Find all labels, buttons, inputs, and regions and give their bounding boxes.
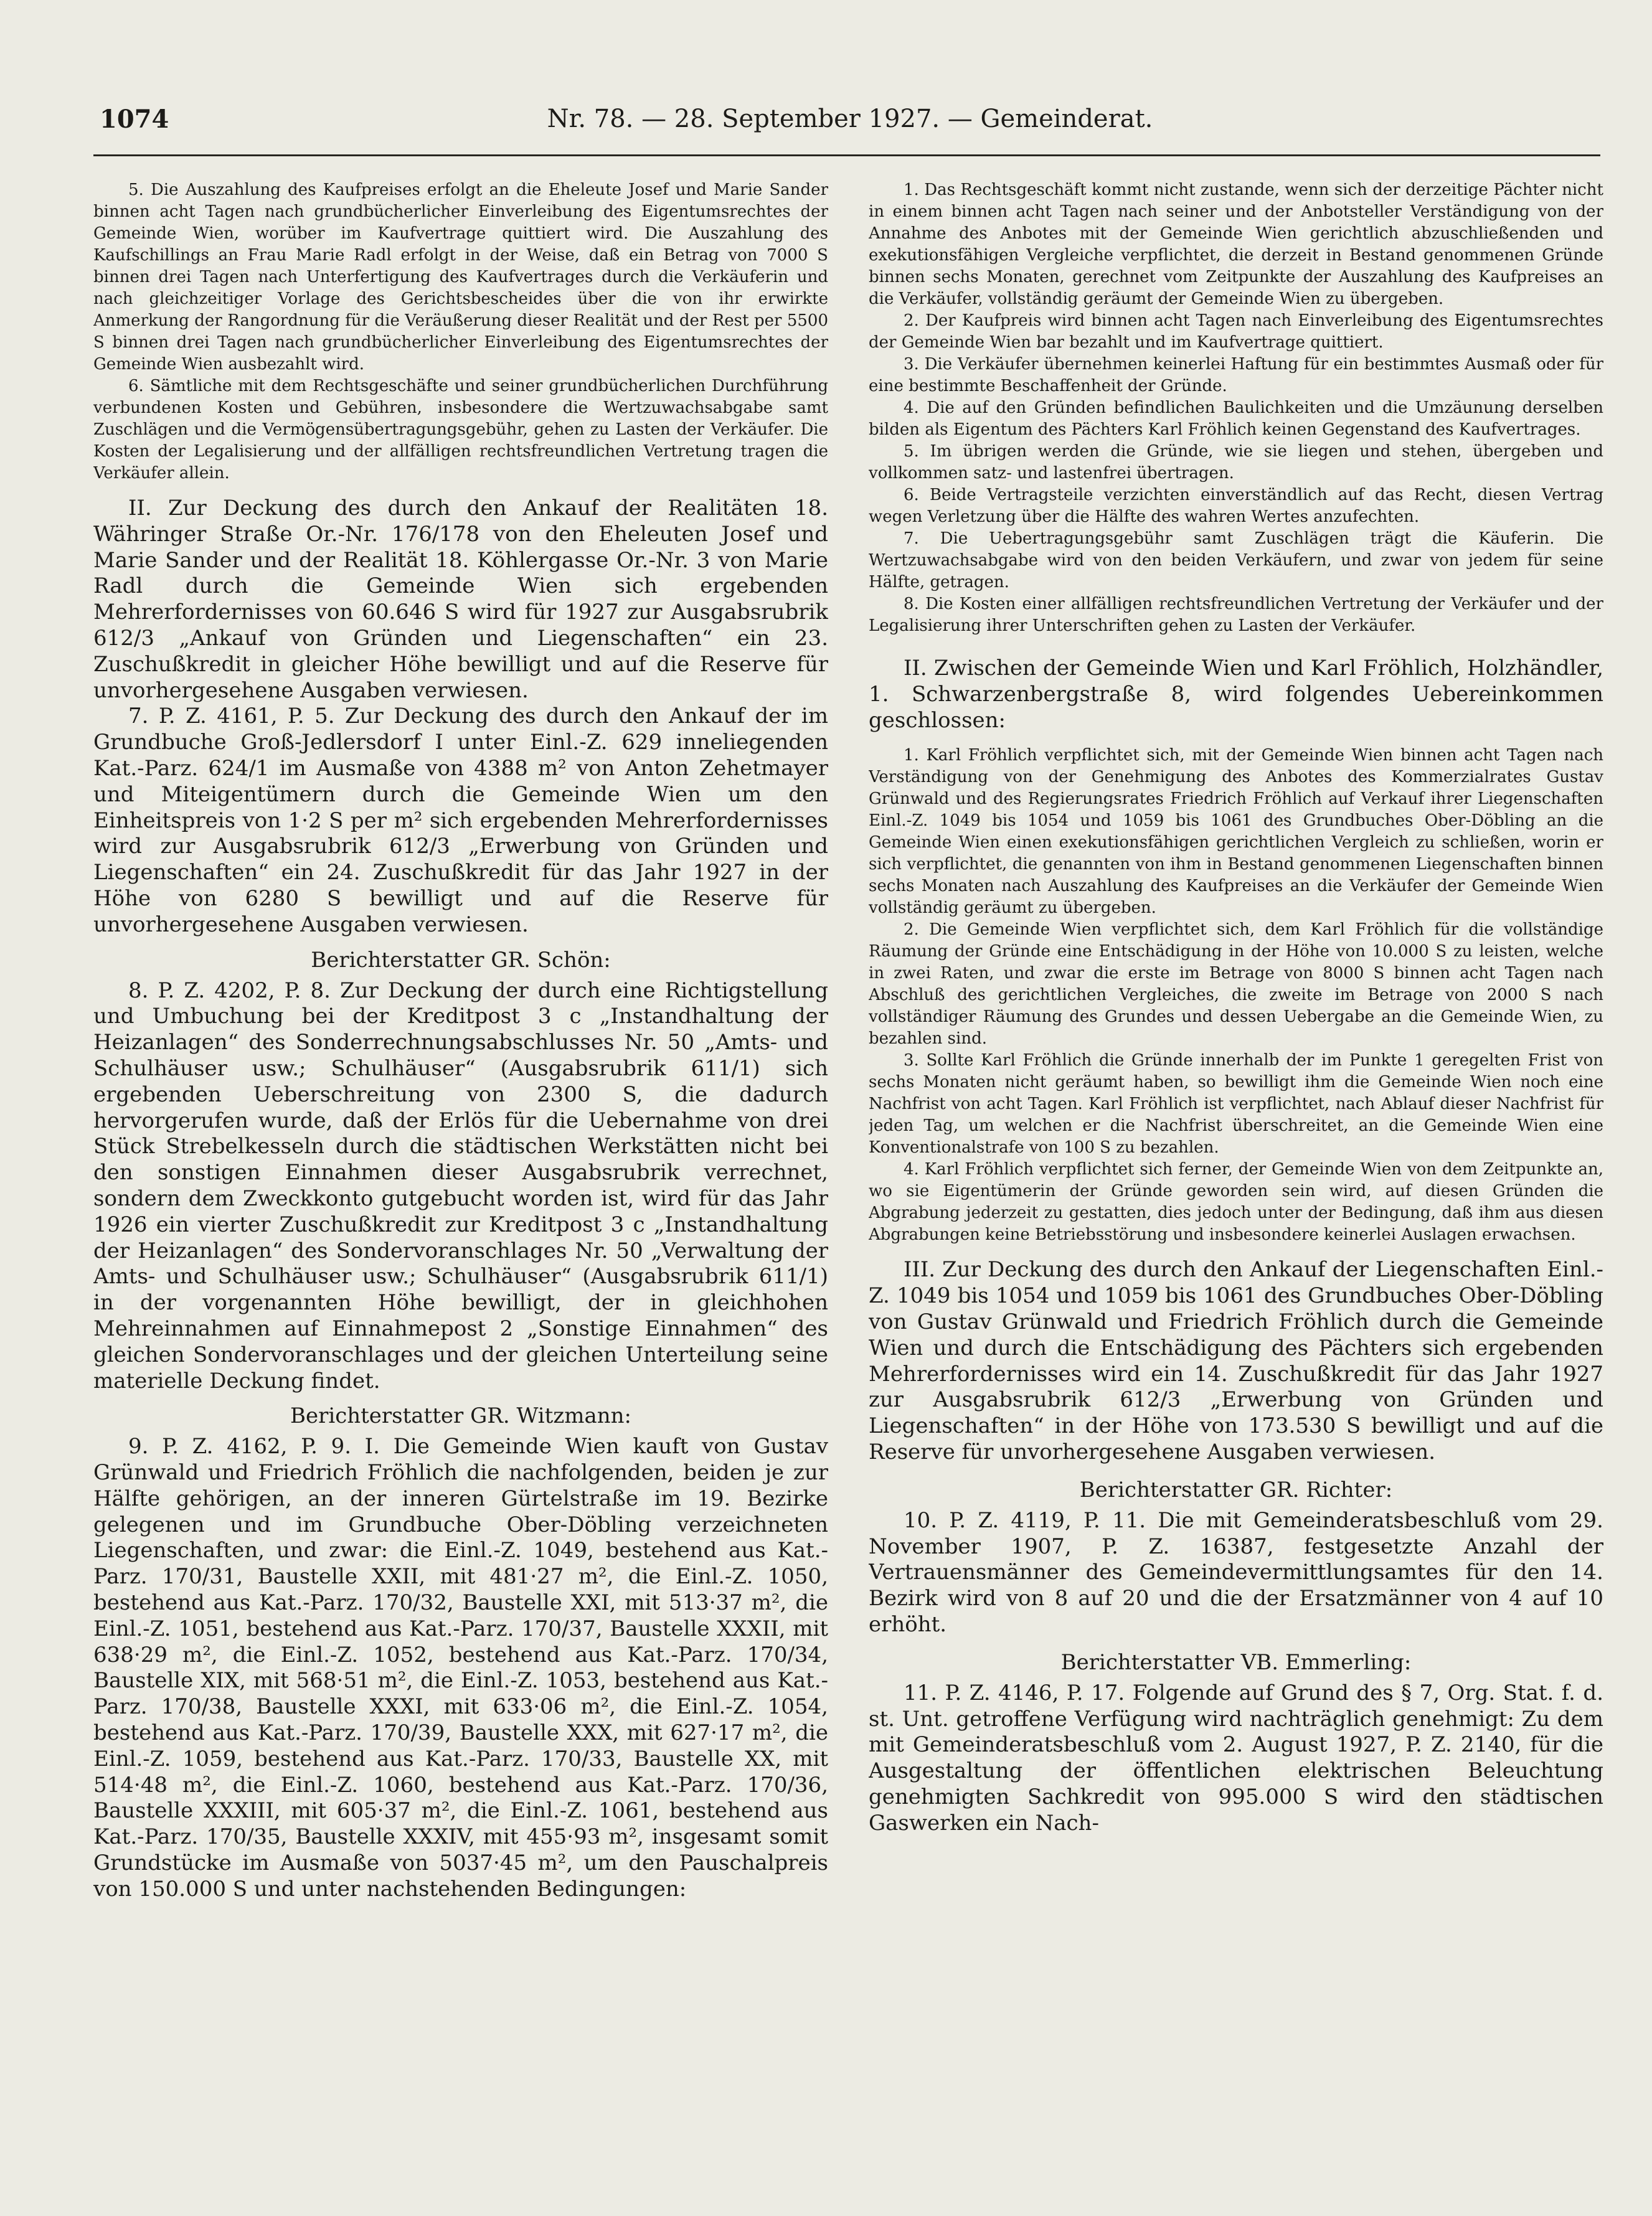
item-8: 8. P. Z. 4202, P. 8. Zur Deckung der durch eine Richtigstellung und Umbuchung bei der Kreditpost 3 c „Instandhaltung der Heizanlagen“ des Sonderrechnungsabschlusses Nr. 50 „Amts- und Schulhäuser usw.; Schulhäuser“ (Ausgabsrubrik 611/1) sich ergebenden Ueberschreitung von 2300 S, die dadurch hervorgerufen wurde, daß der Erlös für die Uebernahme von drei Stück Strebelkesseln durch die städtischen Werkstätten nicht bei den sonstigen Einnahmen dieser Ausgabsrubrik verrechnet, sondern dem Zweckkonto gutgebucht worden ist, wird für das Jahr 1926 ein vierter Zuschußkredit zur Kreditpost 3 c „Instandhaltung der Heizanlagen“ des Sondervoranschlages Nr. 50 „Verwaltung der Amts- und Schulhäuser usw.; Schulhäuser“ (Ausgabsrubrik 611/1) in der vorgenannten Höhe bewilligt, der in gleichhohen Mehreinnahmen auf Einnahmepost 2 „Sonstige Einnahmen“ des gleichen Sondervoranschlages und der gleichen Unterteilung seine materielle Deckung findet. (93, 978, 828, 1393)
page-number: 1074 (100, 105, 169, 134)
header-rule (93, 154, 1600, 156)
condition-7: 7. Die Uebertragungsgebühr samt Zuschlägen trägt die Käuferin. Die Wertzuwachsabgabe wird von den beiden Verkäufern, und zwar von jedem für seine Hälfte, getragen. (869, 529, 1603, 592)
paragraph-II-agreement: II. Zwischen der Gemeinde Wien und Karl Fröhlich, Holzhändler, 1. Schwarzenbergstraße 8, wird folgendes Uebereinkommen geschlossen: (869, 656, 1603, 733)
paragraph-III-credit: III. Zur Deckung des durch den Ankauf der Liegenschaften Einl.-Z. 1049 bis 1054 und 1059 bis 1061 des Grundbuches Ober-Döbling von Gustav Grünwald und Friedrich Fröhlich durch die Gemeinde Wien und durch die Entschädigung des Pächters sich ergebenden Mehrerfordernisses wird ein 14. Zuschußkredit für das Jahr 1927 zur Ausgabsrubrik 612/3 „Erwerbung von Gründen und Liegenschaften“ in der Höhe von 173.530 S bewilligt und auf die Reserve für unvorhergesehene Ausgaben verwiesen. (869, 1257, 1603, 1464)
condition-1: 1. Das Rechtsgeschäft kommt nicht zustande, wenn sich der derzeitige Pächter nicht in einem binnen acht Tagen nach seiner und der Anbotsteller Verständigung von der Annahme des Anbotes mit der Gemeinde Wien gerichtlich abzuschließenden und exekutionsfähigen Vergleiche verpflichtet, die derzeit in Bestand genommenen Gründe binnen sechs Monaten, gerechnet vom Zeitpunkte der Auszahlung des Kaufpreises an die Verkäufer, vollständig geräumt der Gemeinde Wien zu übergeben. (869, 181, 1603, 308)
item-10: 10. P. Z. 4119, P. 11. Die mit Gemeinderatsbeschluß vom 29. November 1907, P. Z. 16387, festgesetzte Anzahl der Vertrauensmänner des Gemeindevermittlungsamtes für den 14. Bezirk wird von 8 auf 20 und die der Ersatzmänner von 4 auf 10 erhöht. (869, 1507, 1603, 1637)
reporter-heading: Berichterstatter VB. Emmerling: (1060, 1649, 1412, 1675)
right-column (869, 179, 1603, 2178)
item-7: 7. P. Z. 4161, P. 5. Zur Deckung des durch den Ankauf der im Grundbuche Groß-Jedlersdorf I unter Einl.-Z. 629 inneliegenden Kat.-Parz. 624/1 im Ausmaße von 4388 m² von Anton Zehetmayer und Miteigentümern durch die Gemeinde Wien um den Einheitspreis von 1·2 S per m² sich ergebenden Mehrerfordernisses wird zur Ausgabsrubrik 612/3 „Erwerbung von Gründen und Liegenschaften“ ein 24. Zuschußkredit für das Jahr 1927 in der Höhe von 6280 S bewilligt und auf die Reserve für unvorhergesehene Ausgaben verwiesen. (93, 704, 828, 937)
agreement-2: 2. Die Gemeinde Wien verpflichtet sich, dem Karl Fröhlich für die vollständige Räumung der Gründe eine Entschädigung in der Höhe von 10.000 S zu leisten, welche in zwei Raten, und zwar die erste im Betrage von 8000 S binnen acht Tagen nach Abschluß des gerichtlichen Vergleiches, die zweite im Betrage von 2000 S nach vollständiger Räumung des Grundes und dessen Uebergabe an die Gemeinde Wien, zu bezahlen sind. (869, 920, 1603, 1049)
page-header (93, 105, 1607, 148)
condition-3: 3. Die Verkäufer übernehmen keinerlei Haftung für ein bestimmtes Ausmaß oder für eine bestimmte Beschaffenheit der Gründe. (869, 355, 1603, 395)
agreement-3: 3. Sollte Karl Fröhlich die Gründe innerhalb der im Punkte 1 geregelten Frist von sechs Monaten nicht geräumt haben, so bewilligt ihm die Gemeinde Wien noch eine Nachfrist von acht Tagen. Karl Fröhlich ist verpflichtet, nach Ablauf dieser Nachfrist für jeden Tag, um welchen er die Nachfrist überschreitet, an die Gemeinde Wien eine Konventionalstrafe von 100 S zu bezahlen. (869, 1051, 1603, 1158)
paragraph-5: 5. Die Auszahlung des Kaufpreises erfolgt an die Eheleute Josef und Marie Sander binnen acht Tagen nach grundbücherlicher Einverleibung des Eigentumsrechtes der Gemeinde Wien, worüber im Kaufvertrage quittiert wird. Die Auszahlung des Kaufschillings an Frau Marie Radl erfolgt in der Weise, daß ein Betrag von 7000 S binnen drei Tagen nach Unterfertigung des Kaufvertrages durch die Verkäuferin und nach gleichzeitiger Vorlage des Gerichtsbescheides über die von ihr erwirkte Anmerkung der Rangordnung für die Veräußerung dieser Realität und der Rest per 5500 S binnen drei Tagen nach grundbücherlicher Einverleibung des Eigentumsrechtes der Gemeinde Wien ausbezahlt wird. (93, 181, 828, 374)
reporter-heading: Berichterstatter GR. Schön: (311, 947, 611, 973)
issue-line: Nr. 78. — 28. September 1927. — Gemeinderat. (547, 105, 1153, 133)
agreement-1: 1. Karl Fröhlich verpflichtet sich, mit der Gemeinde Wien binnen acht Tagen nach Verständigung von der Genehmigung des Anbotes des Kommerzialrates Gustav Grünwald und des Regierungsrates Friedrich Fröhlich auf Verkauf ihrer Liegenschaften Einl.-Z. 1049 bis 1054 und 1059 bis 1061 des Grundbuches Ober-Döbling an die Gemeinde Wien einen exekutionsfähigen gerichtlichen Vergleich zu schließen, worin er sich verpflichtet, die genannten von ihm in Bestand genommenen Liegenschaften binnen sechs Monaten nach Auszahlung des Kaufpreises an die Verkäufer der Gemeinde Wien vollständig geräumt zu übergeben. (869, 746, 1603, 918)
item-11: 11. P. Z. 4146, P. 17. Folgende auf Grund des § 7, Org. Stat. f. d. st. Unt. getroffene Verfügung wird nachträglich genehmigt: Zu dem mit Gemeinderatsbeschluß vom 2. August 1927, P. Z. 2140, für die Ausgestaltung der öffentlichen elektrischen Beleuchtung genehmigten Sachkredit von 995.000 S wird den städtischen Gaswerken ein Nach- (869, 1680, 1603, 1836)
reporter-heading: Berichterstatter GR. Richter: (1079, 1477, 1393, 1502)
agreement-4: 4. Karl Fröhlich verpflichtet sich ferner, der Gemeinde Wien von dem Zeitpunkte an, wo sie Eigentümerin der Gründe geworden sein wird, auf diesen Gründen die Abgrabung jederzeit zu gestatten, dies jedoch unter der Bedingung, daß ihm aus diesen Abgrabungen keine Betriebsstörung und insbesondere keinerlei Auslagen erwachsen. (869, 1160, 1603, 1245)
condition-6: 6. Beide Vertragsteile verzichten einverständlich auf das Recht, diesen Vertrag wegen Verletzung über die Hälfte des wahren Wertes anzufechten. (869, 486, 1603, 526)
item-9: 9. P. Z. 4162, P. 9. I. Die Gemeinde Wien kauft von Gustav Grünwald und Friedrich Fröhlich die nachfolgenden, beiden je zur Hälfte gehörigen, an der inneren Gürtelstraße im 19. Bezirke gelegenen und im Grundbuche Ober-Döbling verzeichneten Liegenschaften, und zwar: die Einl.-Z. 1049, bestehend aus Kat.-Parz. 170/31, Baustelle XXII, mit 481·27 m², die Einl.-Z. 1050, bestehend aus Kat.-Parz. 170/32, Baustelle XXI, mit 513·37 m², die Einl.-Z. 1051, bestehend aus Kat.-Parz. 170/37, Baustelle XXXII, mit 638·29 m², die Einl.-Z. 1052, bestehend aus Kat.-Parz. 170/34, Baustelle XIX, mit 568·51 m², die Einl.-Z. 1053, bestehend aus Kat.-Parz. 170/38, Baustelle XXXI, mit 633·06 m², die Einl.-Z. 1054, bestehend aus Kat.-Parz. 170/39, Baustelle XXX, mit 627·17 m², die Einl.-Z. 1059, bestehend aus Kat.-Parz. 170/33, Baustelle XX, mit 514·48 m², die Einl.-Z. 1060, bestehend aus Kat.-Parz. 170/36, Baustelle XXXIII, mit 605·37 m², die Einl.-Z. 1061, bestehend aus Kat.-Parz. 170/35, Baustelle XXXIV, mit 455·93 m², insgesamt somit Grundstücke im Ausmaße von 5037·45 m², um den Pauschalpreis von 150.000 S und unter nachstehenden Bedingungen: (93, 1434, 828, 1902)
paragraph-II-credit: II. Zur Deckung des durch den Ankauf der Realitäten 18. Währinger Straße Or.-Nr. 176/178 von den Eheleuten Josef und Marie Sander und der Realität 18. Köhlergasse Or.-Nr. 3 von Marie Radl durch die Gemeinde Wien sich ergebenden Mehrerfordernisses von 60.646 S wird für 1927 zur Ausgabsrubrik 612/3 „Ankauf von Gründen und Liegenschaften“ ein 23. Zuschußkredit in gleicher Höhe bewilligt und auf die Reserve für unvorhergesehene Ausgaben verwiesen. (93, 496, 828, 703)
condition-4: 4. Die auf den Gründen befindlichen Baulichkeiten und die Umzäunung derselben bilden als Eigentum des Pächters Karl Fröhlich keinen Gegenstand des Kaufvertrages. (869, 398, 1603, 439)
reporter-heading: Berichterstatter GR. Witzmann: (290, 1403, 632, 1429)
left-column (93, 179, 828, 2178)
condition-8: 8. Die Kosten einer allfälligen rechtsfreundlichen Vertretung der Verkäufer und der Legalisierung ihrer Unterschriften gehen zu Lasten der Verkäufer. (869, 595, 1603, 635)
condition-2: 2. Der Kaufpreis wird binnen acht Tagen nach Einverleibung des Eigentumsrechtes der Gemeinde Wien bar bezahlt und im Kaufvertrage quittiert. (869, 311, 1603, 352)
paragraph-6: 6. Sämtliche mit dem Rechtsgeschäfte und seiner grundbücherlichen Durchführung verbundenen Kosten und Gebühren, insbesondere die Wertzuwachsabgabe samt Zuschlägen und die Vermögensübertragungsgebühr, gehen zu Lasten der Verkäufer. Die Kosten der Legalisierung und der allfälligen rechtsfreundlichen Vertretung tragen die Verkäufer allein. (93, 377, 828, 483)
condition-5: 5. Im übrigen werden die Gründe, wie sie liegen und stehen, übergeben und vollkommen satz- und lastenfrei übertragen. (869, 442, 1603, 483)
